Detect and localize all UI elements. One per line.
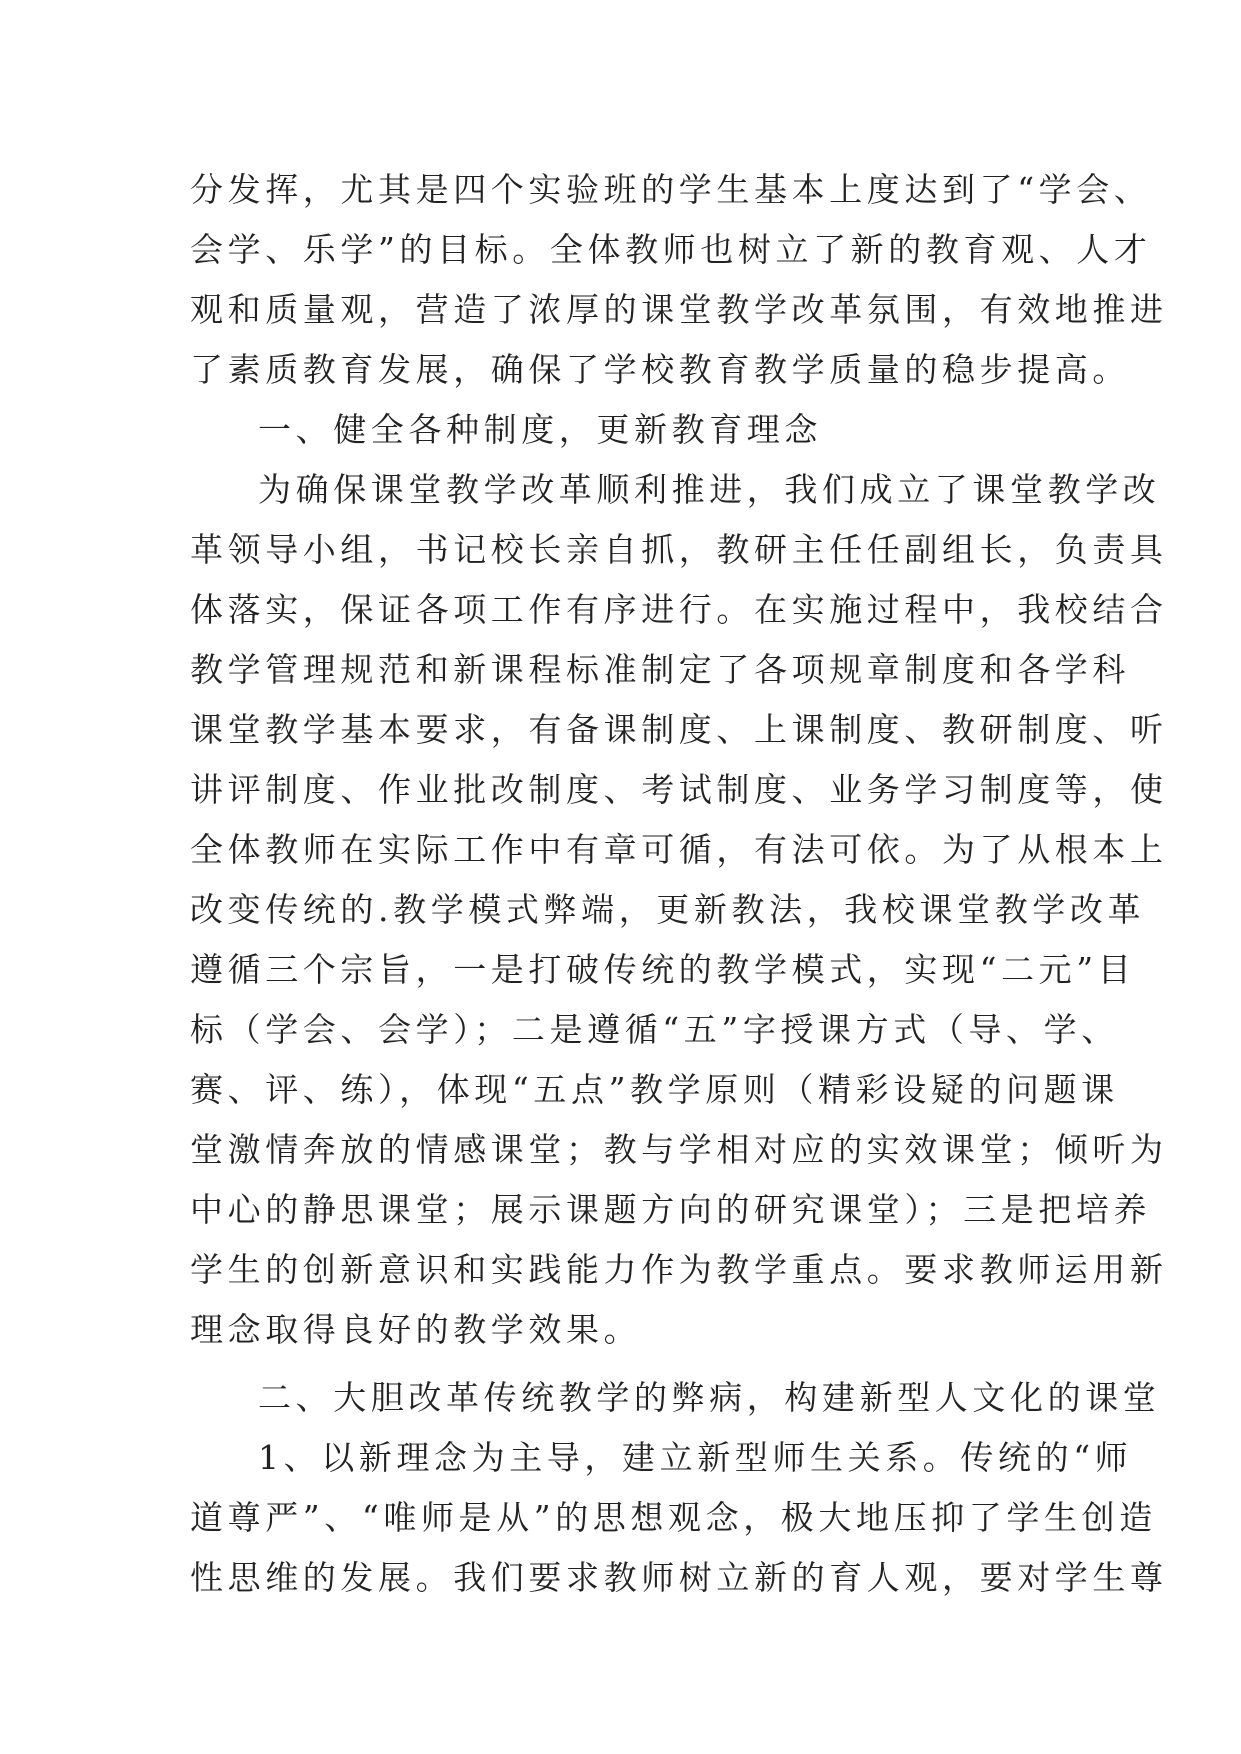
text-line: 分发挥，尤其是四个实验班的学生基本上度达到了“学会、: [190, 170, 1152, 209]
text-line: 了素质教育发展，确保了学校教育教学质量的稳步提高。: [190, 350, 1130, 389]
section-heading: 二、大胆改革传统教学的弊病，构建新型人文化的课堂: [258, 1378, 1161, 1417]
text-line: 革领导小组，书记校长亲自抓，教研主任任副组长，负责具: [190, 530, 1168, 569]
text-line: 标（学会、会学）；二是遵循“五”字授课方式（导、学、: [190, 1010, 1119, 1049]
section-heading: 一、健全各种制度，更新教育理念: [258, 410, 822, 449]
text-line: 1、以新理念为主导，建立新型师生关系。传统的“师: [258, 1438, 1133, 1477]
text-line: 道尊严”、“唯师是从”的思想观念，极大地压抑了学生创造: [190, 1498, 1157, 1537]
text-line: 改变传统的.教学模式弊端，更新教法，我校课堂教学改革: [190, 890, 1146, 929]
text-line: 为确保课堂教学改革顺利推进，我们成立了课堂教学改: [258, 470, 1161, 509]
text-line: 赛、评、练），体现“五点”教学原则（精彩设疑的问题课: [190, 1070, 1119, 1109]
text-line: 理念取得良好的教学效果。: [190, 1310, 642, 1349]
text-line: 教学管理规范和新课程标准制定了各项规章制度和各学科: [190, 650, 1130, 689]
text-line: 会学、乐学”的目标。全体教师也树立了新的教育观、人才: [190, 230, 1152, 269]
text-line: 中心的静思课堂；展示课题方向的研究课堂）；三是把培养: [190, 1190, 1152, 1229]
text-line: 性思维的发展。我们要求教师树立新的育人观，要对学生尊: [190, 1558, 1168, 1597]
text-line: 学生的创新意识和实践能力作为教学重点。要求教师运用新: [190, 1250, 1168, 1289]
text-line: 遵循三个宗旨，一是打破传统的教学模式，实现“二元”目: [190, 950, 1136, 989]
text-line: 体落实，保证各项工作有序进行。在实施过程中，我校结合: [190, 590, 1168, 629]
text-line: 讲评制度、作业批改制度、考试制度、业务学习制度等，使: [190, 770, 1168, 809]
text-line: 堂激情奔放的情感课堂；教与学相对应的实效课堂；倾听为: [190, 1130, 1168, 1169]
text-line: 全体教师在实际工作中有章可循，有法可依。为了从根本上: [190, 830, 1168, 869]
body-text: [190, 160, 1168, 1608]
text-line: 课堂教学基本要求，有备课制度、上课制度、教研制度、听: [190, 710, 1168, 749]
text-line: 观和质量观，营造了浓厚的课堂教学改革氛围，有效地推进: [190, 290, 1168, 329]
